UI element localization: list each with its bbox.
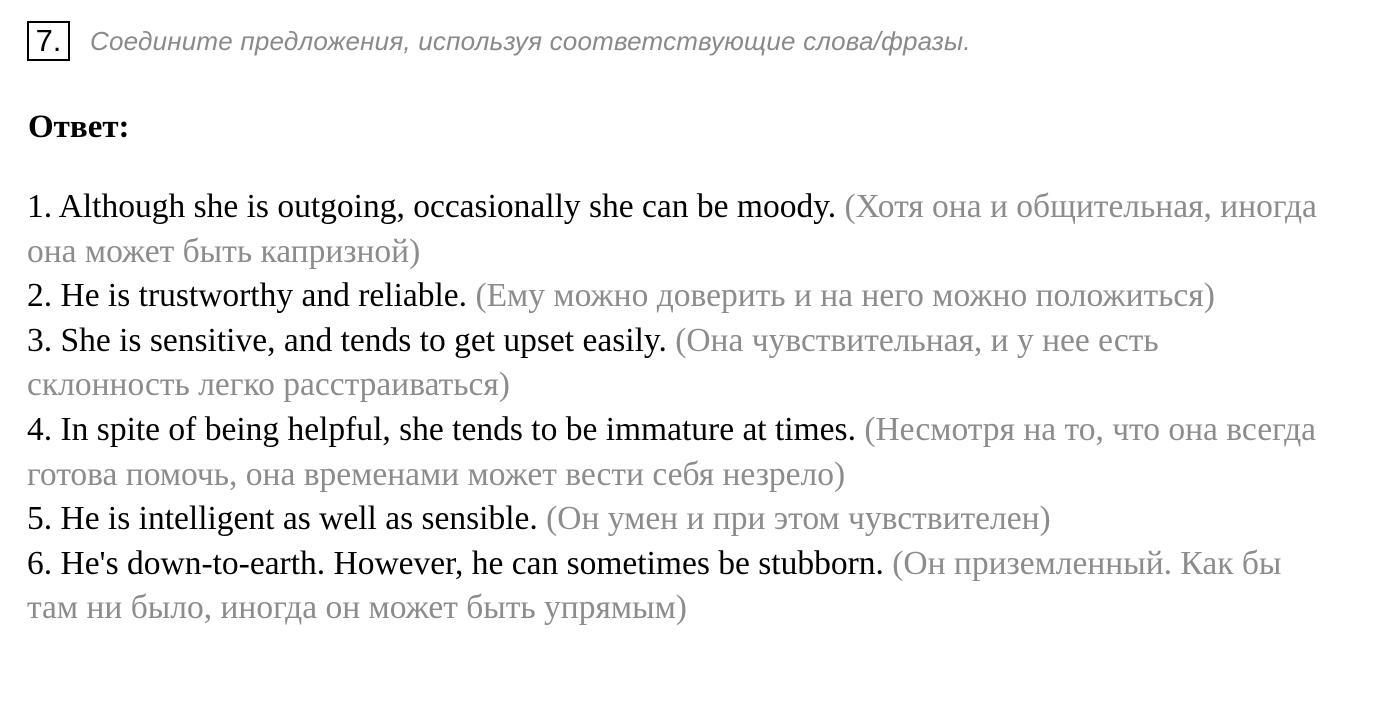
answer-item-2 xyxy=(27,274,1327,319)
task-instruction: Соедините предложения, используя соответствующие слова/фразы. xyxy=(90,25,971,56)
answer-item-5 xyxy=(27,497,1327,542)
answer-translation: (Хотя она и общительная, иногда она может быть капризной) xyxy=(27,188,1317,270)
answer-english: 4. In spite of being helpful, she tends to be immature at times. xyxy=(27,410,856,448)
task-header xyxy=(27,21,971,61)
answer-translation: (Несмотря на то, что она всегда готова помочь, она временами может вести себя незрело) xyxy=(27,410,1317,493)
answer-english: 6. He's down-to-earth. However, he can sometimes be stubborn. xyxy=(27,544,884,582)
answer-list xyxy=(27,185,1327,631)
answer-translation: (Он приземленный. Как бы там ни было, иногда он может быть упрямым) xyxy=(27,544,1282,627)
answer-english: 5. He is intelligent as well as sensible. xyxy=(27,500,538,538)
answer-heading: Ответ: xyxy=(28,109,130,145)
answer-english: 2. He is trustworthy and reliable. xyxy=(27,277,468,315)
answer-item-1 xyxy=(27,185,1327,274)
answer-item-6 xyxy=(27,542,1327,631)
answer-item-3 xyxy=(27,319,1327,408)
task-number-box: 7. xyxy=(27,21,70,61)
answer-translation: (Ему можно доверить и на него можно положиться) xyxy=(475,277,1215,315)
answer-translation: (Она чувствительная, и у нее есть склонность легко расстраиваться) xyxy=(27,321,1159,404)
answer-english: 1. Although she is outgoing, occasionally she can be moody. xyxy=(27,188,837,225)
answer-translation: (Он умен и при этом чувствителен) xyxy=(546,500,1051,538)
answer-item-4 xyxy=(27,408,1327,497)
answer-english: 3. She is sensitive, and tends to get upset easily. xyxy=(27,321,667,359)
